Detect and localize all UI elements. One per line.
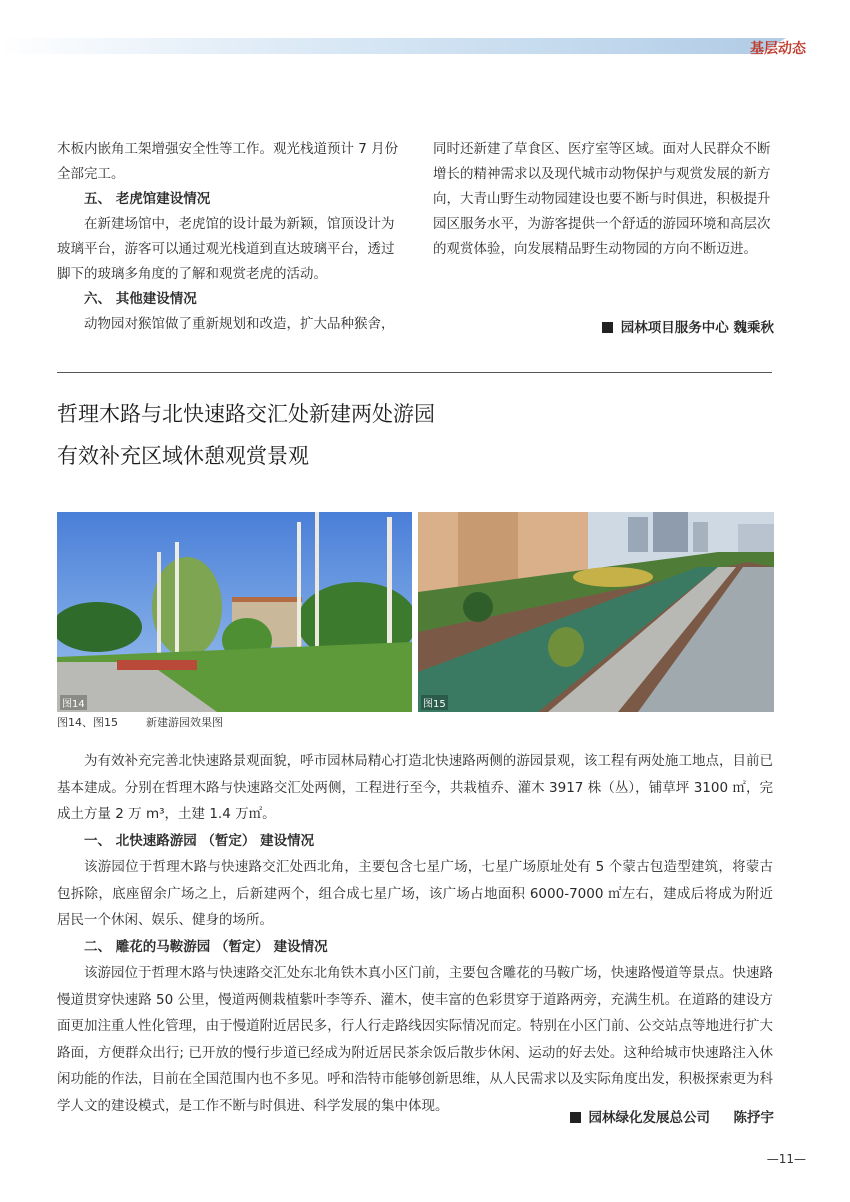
- photo-slow-lane-path: [418, 512, 774, 712]
- photo2-label: 图15: [421, 695, 448, 710]
- photo-caption: [57, 714, 251, 730]
- heading-1: 一、 北快速路游园 （暂定） 建设情况: [84, 832, 315, 849]
- page-number: —11—: [766, 1152, 806, 1166]
- left-heading-5: 五、 老虎馆建设情况: [84, 191, 211, 207]
- article-signature: [570, 1106, 775, 1126]
- section-divider: [57, 372, 772, 373]
- article-title-line-1: 哲理木路与北快速路交汇处新建两处游园: [57, 402, 435, 426]
- right-paragraph-1: 同时还新建了草食区、医疗室等区域。面对人民群众不断增长的精神需求以及现代城市动物保护与观赏发展的新方向，大青山野生动物园建设也要不断与时俱进，积极提升园区服务水平，为游客提供一个舒适的游园环境和高层次的观赏体验，向发展精品野生动物园的方向不断迈进。: [433, 141, 771, 257]
- intro-paragraph: 为有效补充完善北快速路景观面貌，呼市园林局精心打造北快速路两侧的游园景观，该工程有两处施工地点，目前已基本建成。分别在哲理木路与快速路交汇处两侧，工程进行至今，共栽植乔、灌木 3917 株（丛），铺草坪 3100 ㎡，完成土方量 2 万 m³，土建 1.4 万㎡。: [57, 753, 773, 822]
- left-column: [57, 137, 402, 337]
- left-paragraph-2: 在新建场馆中，老虎馆的设计最为新颖，馆顶设计为玻璃平台，游客可以通过观光栈道到直达玻璃平台，透过脚下的玻璃多角度的了解和观赏老虎的活动。: [57, 216, 395, 282]
- photo-park-birch-trees: [57, 512, 412, 712]
- article-body: [57, 748, 773, 1119]
- left-heading-6: 六、 其他建设情况: [84, 291, 197, 307]
- article-title-line-2: 有效补充区域休憩观赏景观: [57, 444, 309, 468]
- square-bullet-icon: [570, 1112, 581, 1123]
- caption-figure-ref: 图14、图15: [57, 716, 118, 729]
- right-signature-text: 园林项目服务中心 魏乘秋: [620, 320, 774, 336]
- left-paragraph-3: 动物园对猴馆做了重新规划和改造，扩大品种猴舍，: [84, 316, 395, 332]
- article-signature-text: 园林绿化发展总公司 陈抒宇: [588, 1110, 774, 1126]
- paragraph-2: 该游园位于哲理木路与快速路交汇处东北角铁木真小区门前，主要包含雕花的马鞍广场，快速路慢道等景点。快速路慢道贯穿快速路 50 公里，慢道两侧栽植紫叶李等乔、灌木，使丰富的色彩贯穿于道路两旁，充满生机。在道路的建设方面更加注重人性化管理，由于慢道附近居民多，行人行走路线因实际情况而定。特别在小区门前、公交站点等地进行扩大路面，方便群众出行; 已开放的慢行步道已经成为附近居民茶余饭后散步休闲、运动的好去处。这种给城市快速路注入休闲功能的作法，目前在全国范围内也不多见。呼和浩特市能够创新思维，从人民需求以及实际角度出发，积极探索更为科学人文的建设模式，是工作不断与时俱进、科学发展的集中体现。: [57, 965, 773, 1114]
- heading-2: 二、 雕花的马鞍游园 （暂定） 建设情况: [84, 938, 328, 955]
- header-band: [0, 38, 760, 54]
- square-bullet-icon: [602, 322, 613, 333]
- right-signature: [602, 316, 774, 336]
- section-title: 基层动态: [750, 41, 806, 57]
- caption-text: 新建游园效果图: [146, 716, 223, 729]
- left-paragraph-1: 木板内嵌角工架增强安全性等工作。观光栈道预计 7 月份全部完工。: [57, 141, 399, 182]
- right-column: [433, 137, 775, 262]
- photo1-label: 图14: [60, 695, 87, 710]
- paragraph-1: 该游园位于哲理木路与快速路交汇处西北角，主要包含七星广场，七星广场原址处有 5 个蒙古包造型建筑，将蒙古包拆除，底座留余广场之上，后新建两个，组合成七星广场，该广场占地面积 6000-7000 ㎡左右，建成后将成为附近居民一个休闲、娱乐、健身的场所。: [57, 859, 773, 928]
